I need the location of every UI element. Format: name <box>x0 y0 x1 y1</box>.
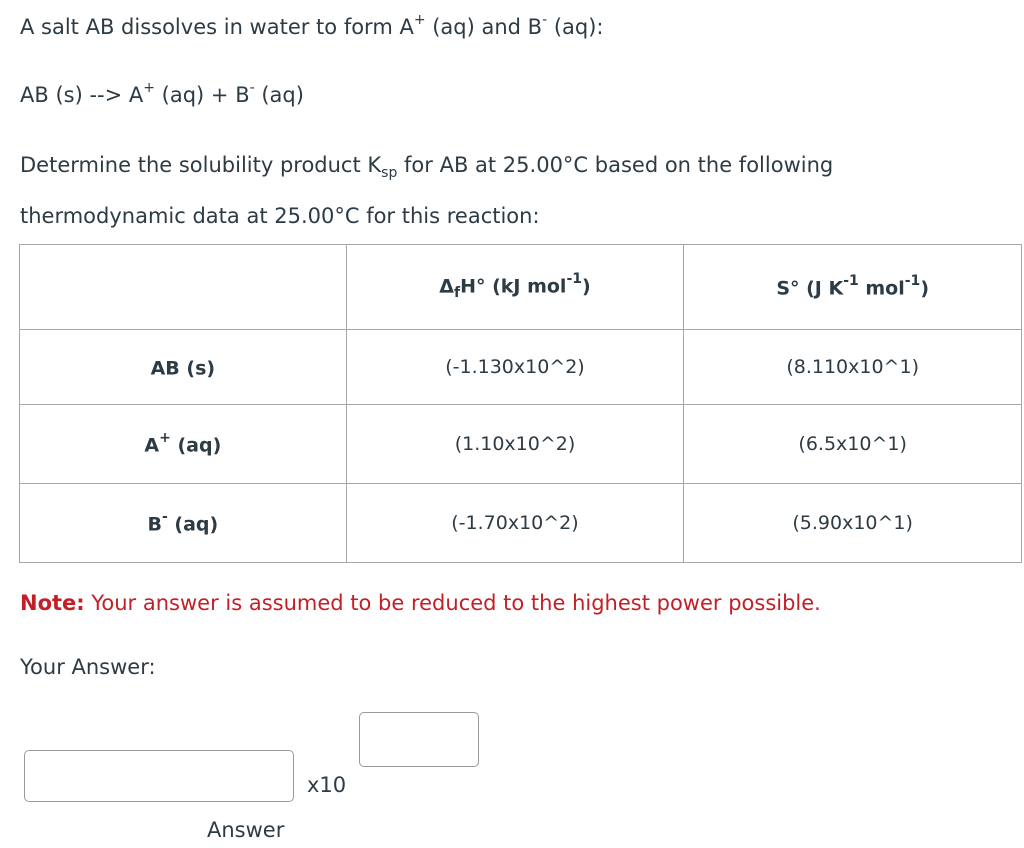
enthalpy-cell: (-1.70x10^2) <box>346 484 684 563</box>
species-cell: A+ (aq) <box>20 405 347 484</box>
answer-label: Answer <box>207 818 285 842</box>
note-label: Note: <box>20 591 85 615</box>
header-entropy: S° (J $K^{-1}$ mol$^{-1}$) <box>684 245 1022 330</box>
entropy-cell: (8.110x10^1) <box>684 330 1022 405</box>
table-row <box>20 484 1022 563</box>
table-header-row <box>20 245 1022 330</box>
header-enthalpy: $\Delta_fH^\circ$ (kJ mol$^{-1}$) <box>346 245 684 330</box>
table-row <box>20 330 1022 405</box>
species-cell: B- (aq) <box>20 484 347 563</box>
question-intro: A salt AB dissolves in water to form A+ (aq) and B- (aq): <box>20 12 604 39</box>
your-answer-heading: Your Answer: <box>20 655 156 679</box>
entropy-cell: (6.5x10^1) <box>684 405 1022 484</box>
question-prompt: Determine the solubility product $K_{sp}$ for AB at 25.00°C based on the following thermodynamic data at 25.00°C for this reaction: <box>20 153 834 229</box>
entropy-cell: (5.90x10^1) <box>684 484 1022 563</box>
exponent-input[interactable] <box>359 712 479 767</box>
reaction-equation: AB (s) --> A+ (aq) + B- (aq) <box>20 80 304 107</box>
enthalpy-cell: (-1.130x10^2) <box>346 330 684 405</box>
times-ten-label: x10 <box>307 773 347 797</box>
enthalpy-cell: (1.10x10^2) <box>346 405 684 484</box>
thermodynamic-data-table <box>19 244 1022 563</box>
header-species <box>20 245 347 330</box>
note-text: Note: Your answer is assumed to be reduced to the highest power possible. <box>20 591 821 615</box>
species-cell: AB (s) <box>20 330 347 405</box>
table-row <box>20 405 1022 484</box>
mantissa-input[interactable] <box>24 750 294 802</box>
